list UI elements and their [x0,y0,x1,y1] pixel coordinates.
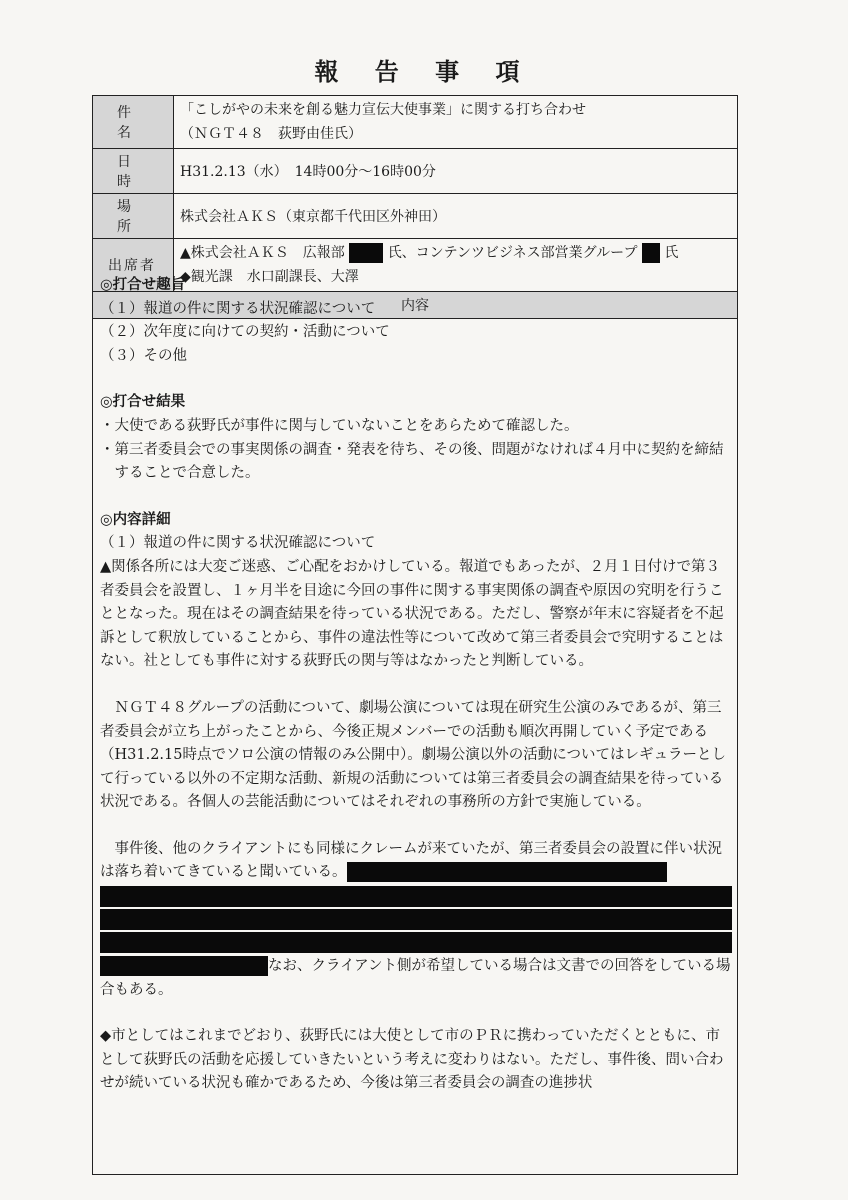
subject-label: 件 名 [93,96,174,149]
details-paragraph-4: ◆市としてはこれまでどおり、荻野氏には大使として市のＰＲに携わっていただくとともに、市として荻野氏の活動を応援していきたいという考えに変わりはない。ただし、事件後、問い合わせが続いている状況も確かであるため、今後は第三者委員会の調査の進捗状 [100,1028,724,1092]
attendees-dept: 氏、コンテンツビジネス部営業グループ [387,245,638,261]
subject-line-1: 「こしがやの未来を創る魅力宣伝大使事業」に関する打ち合わせ [180,102,586,118]
report-body [100,274,732,1096]
details-paragraph-2: ＮＧＴ４８グループの活動について、劇場公演については現在研究生公演のみであるが、第三者委員会が立ち上がったことから、今後正規メンバーでの活動も順次再開していく予定である（H31.2.15時点でソロ公演の情報のみ公開中）。劇場公演以外の活動についてはレギュラーとして行っている以外の不定期な活動、新規の活動については第三者委員会の調査結果を待っている状況である。各個人の芸能活動についてはそれぞれの事務所の方針で実施している。 [100,699,726,811]
details-paragraph-1: ▲関係各所には大変ご迷惑、ご心配をおかけしている。報道でもあったが、２月１日付けで第３者委員会を設置し、１ヶ月半を目途に今回の事件に関する事実関係の調査や原因の究明を行うこととなった。現在はその調査結果を待っている状況である。ただし、警察が年末に容疑者を不起訴として釈放していることから、事件の違法性等について改めて第三者委員会で究明することはない。社としても事件に対する荻野氏の関与等はなかったと判断している。 [100,558,724,670]
details-subheading-1: （１）報道の件に関する状況確認について [100,535,376,552]
attendees-honorific: 氏 [664,245,679,261]
purpose-item-2: （２）次年度に向けての契約・活動について [100,324,390,341]
place-value: 株式会社ＡＫＳ（東京都千代田区外神田） [174,194,738,239]
subject-line-2: （ＮＧＴ４８ 荻野由佳氏） [180,126,362,142]
redaction-bar [100,886,732,907]
redaction-box [642,243,660,263]
redaction-box [349,243,383,263]
result-title: ◎打合せ結果 [100,394,186,411]
content-header: 内容 [93,292,738,319]
purpose-title: ◎打合せ趣旨 [100,277,186,293]
redaction-box [100,956,268,976]
attendees-line-2: ◆観光課 水口副課長、大澤 [180,269,359,285]
date-value: H31.2.13（水） 14時00分～16時00分 [174,149,738,194]
attendees-label: 出席者 [93,239,174,292]
redaction-box [347,862,667,882]
redaction-bar [100,932,732,953]
attendees-company: ▲株式会社ＡＫＳ 広報部 [180,245,345,261]
subject-value [174,96,738,149]
purpose-item-1: （１）報道の件に関する状況確認について [100,300,376,317]
details-paragraph-3b-text: なお、クライアント側が希望している場合は文書での回答をしている場合もある。 [100,958,731,998]
page-title: 報 告 事 項 [314,58,534,86]
details-title: ◎内容詳細 [100,511,171,528]
result-item-2: ・第三者委員会での事実関係の調査・発表を待ち、その後、問題がなければ４月中に契約を締結することで合意した。 [100,441,724,482]
date-label: 日 時 [93,149,174,194]
result-item-1: ・大使である荻野氏が事件に関与していないことをあらためて確認した。 [100,417,579,434]
attendees-line-1 [180,241,731,265]
subject-row [93,96,738,149]
place-row [93,194,738,239]
details-paragraph-3a-text: 事件後、他のクライアントにも同様にクレームが来ていたが、第三者委員会の設置に伴い状況は落ち着いてきていると聞いている。 [100,840,723,881]
date-row [93,149,738,194]
details-paragraph-3b [100,955,732,1002]
purpose-item-3: （３）その他 [100,347,187,364]
place-label: 場 所 [93,194,174,239]
redaction-bar [100,909,732,930]
details-paragraph-3a [100,838,732,885]
